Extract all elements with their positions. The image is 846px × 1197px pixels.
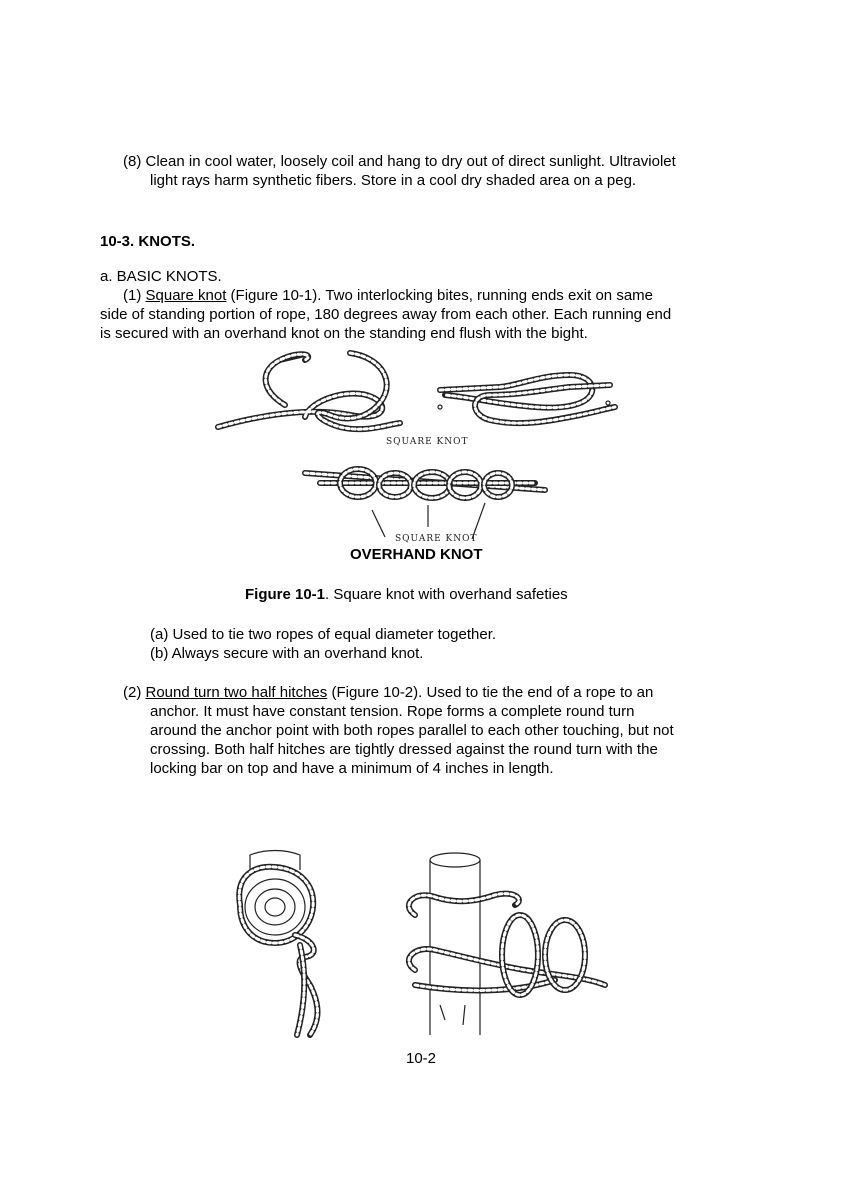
square-knot-title: Square knot [145, 287, 227, 304]
page-number: 10-2 [406, 1050, 437, 1067]
square-knot-prefix: (1) [123, 287, 146, 304]
square-knot-line-3: is secured with an overhand knot on the standing end flush with the bight. [100, 325, 588, 342]
square-knot-tight-drawing [438, 375, 615, 423]
round-turn-line-3: around the anchor point with both ropes parallel to each other touching, but not [150, 722, 674, 739]
round-turn-line-1 [123, 683, 653, 702]
square-knot-line-1 [123, 286, 653, 305]
square-knot-loose-drawing [218, 353, 400, 429]
round-turn-prefix: (2) [123, 684, 146, 701]
square-knot-line-2: side of standing portion of rope, 180 degrees away from each other. Each running end [100, 306, 672, 323]
subsection-heading: a. BASIC KNOTS. [100, 268, 222, 285]
square-knot-diagram-label-top: SQUARE KNOT [386, 437, 469, 447]
figure-10-1-caption-rest: . Square knot with overhand safeties [325, 586, 568, 603]
section-heading: 10-3. KNOTS. [100, 233, 196, 250]
item-8-line-2: light rays harm synthetic fibers. Store in a cool dry shaded area on a peg. [150, 172, 637, 189]
figure-10-1-caption-bold: Figure 10-1 [245, 586, 326, 603]
overhand-knot-label: OVERHAND KNOT [350, 546, 483, 563]
item-8-line-1: (8) Clean in cool water, loosely coil and hang to dry out of direct sunlight. Ultraviolet [123, 153, 676, 170]
square-knot-line-1-rest: (Figure 10-1). Two interlocking bites, running ends exit on same [226, 287, 653, 304]
round-turn-line-5: locking bar on top and have a minimum of 4 inches in length. [150, 760, 554, 777]
square-knot-illustration [200, 345, 650, 555]
round-turn-line-1-rest: (Figure 10-2). Used to tie the end of a rope to an [327, 684, 654, 701]
figure-10-1-caption [245, 585, 568, 604]
round-turn-line-2: anchor. It must have constant tension. Rope forms a complete round turn [150, 703, 635, 720]
square-knot-note-a: (a) Used to tie two ropes of equal diameter together. [150, 626, 497, 643]
overhand-knot-drawing [305, 469, 545, 539]
square-knot-note-b: (b) Always secure with an overhand knot. [150, 645, 424, 662]
round-turn-line-4: crossing. Both half hitches are tightly dressed against the round turn with the [150, 741, 658, 758]
round-turn-side-view-drawing [409, 853, 605, 1035]
round-turn-title: Round turn two half hitches [145, 684, 328, 701]
round-turn-illustration [225, 845, 625, 1045]
round-turn-top-view-drawing [239, 851, 317, 1036]
square-knot-diagram-label-bottom: SQUARE KNOT [395, 534, 478, 544]
